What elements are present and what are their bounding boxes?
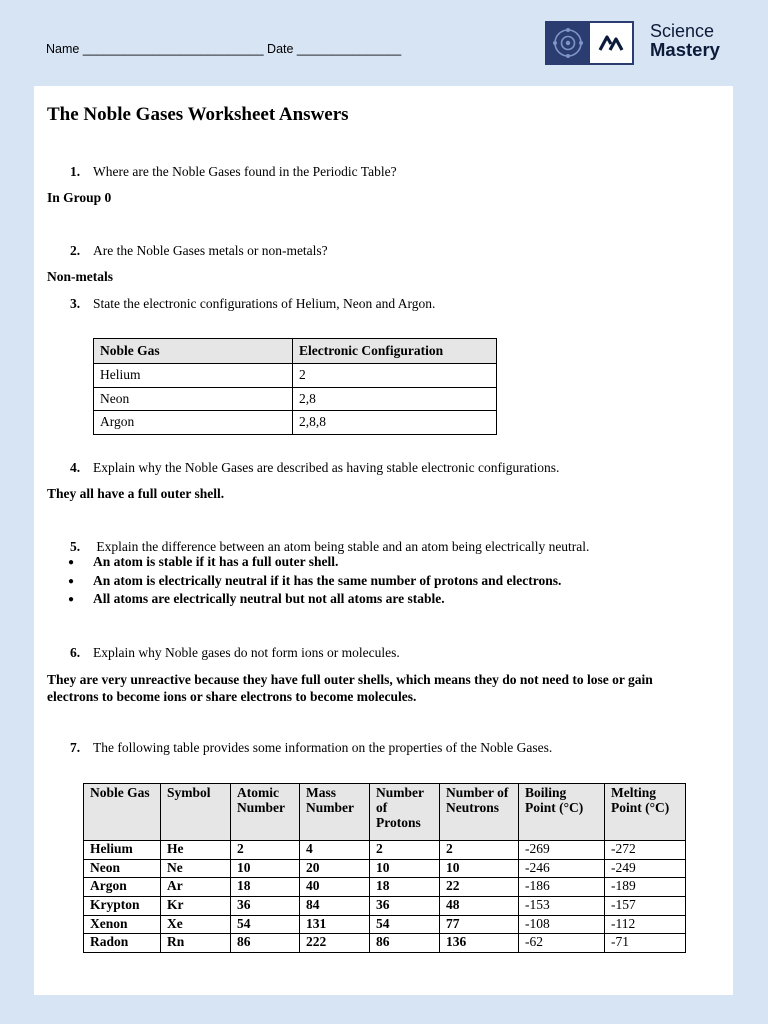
table-cell: Kr <box>161 897 231 916</box>
question-number: 5. <box>70 539 81 554</box>
table-cell: Rn <box>161 934 231 953</box>
list-item: ● An atom is electrically neutral if it has the same number of protons and electrons. <box>68 573 561 592</box>
question-text: Explain why Noble gases do not form ions or molecules. <box>93 645 400 660</box>
table-cell: 10 <box>440 859 519 878</box>
question-number: 3. <box>70 296 81 311</box>
question-text: State the electronic configurations of Helium, Neon and Argon. <box>93 296 436 311</box>
question-text: Explain why the Noble Gases are described as having stable electronic configurations. <box>93 460 560 475</box>
table-row <box>94 411 497 435</box>
header-cell: Number of Neutrons <box>440 784 519 841</box>
table-cell: -189 <box>605 878 686 897</box>
table-cell: 40 <box>300 878 370 897</box>
question-text: Explain the difference between an atom being stable and an atom being electrically neutral. <box>93 539 590 554</box>
table-cell: Ar <box>161 878 231 897</box>
table-cell: -108 <box>519 915 605 934</box>
question-6 <box>70 645 400 661</box>
header-cell: Symbol <box>161 784 231 841</box>
table-cell: 136 <box>440 934 519 953</box>
science-mastery-logo <box>545 21 634 65</box>
table-cell: Ne <box>161 859 231 878</box>
question-2 <box>70 243 328 259</box>
table-cell: 86 <box>231 934 300 953</box>
name-date-line: Name __________________________ Date _______________ <box>46 42 402 56</box>
table-cell: 54 <box>231 915 300 934</box>
question-text: Where are the Noble Gases found in the Periodic Table? <box>93 164 397 179</box>
table-cell: Xe <box>161 915 231 934</box>
table-cell: 10 <box>370 859 440 878</box>
page-title: The Noble Gases Worksheet Answers <box>47 104 349 125</box>
answer-2: Non-metals <box>47 269 113 284</box>
question-number: 7. <box>70 740 81 755</box>
header-cell: Noble Gas <box>94 339 293 364</box>
header-cell: Boiling Point (°C) <box>519 784 605 841</box>
question-7 <box>70 740 552 756</box>
table-cell: Xenon <box>84 915 161 934</box>
table-cell: 22 <box>440 878 519 897</box>
answer-5-bullets <box>68 554 561 610</box>
answer-4: They all have a full outer shell. <box>47 486 225 501</box>
table-row <box>84 934 686 953</box>
brand-top: Science <box>650 21 715 41</box>
table-row <box>94 364 497 388</box>
table-cell: -62 <box>519 934 605 953</box>
table-row <box>84 878 686 897</box>
table-cell: 2 <box>231 841 300 860</box>
table-cell: Radon <box>84 934 161 953</box>
table-cell: -249 <box>605 859 686 878</box>
table-cell: -71 <box>605 934 686 953</box>
table-row <box>84 897 686 916</box>
brand-bottom: Mastery <box>650 39 720 60</box>
question-3 <box>70 296 435 312</box>
table-cell: 77 <box>440 915 519 934</box>
table-cell: 36 <box>370 897 440 916</box>
table-cell: 86 <box>370 934 440 953</box>
table-cell: Argon <box>84 878 161 897</box>
table-cell: 10 <box>231 859 300 878</box>
question-number: 6. <box>70 645 81 660</box>
table-row <box>94 387 497 411</box>
header-cell: Number of Protons <box>370 784 440 841</box>
table-cell: 2,8,8 <box>293 411 497 435</box>
question-number: 1. <box>70 164 81 179</box>
table-cell: Helium <box>94 364 293 388</box>
table-header-row <box>84 784 686 841</box>
table-cell: -153 <box>519 897 605 916</box>
table-cell: Neon <box>84 859 161 878</box>
table-row <box>84 915 686 934</box>
answer-6: They are very unreactive because they have full outer shells, which means they do not need to lose or gain electrons to become ions or share electrons to become molecules. <box>47 672 653 704</box>
list-item: ● An atom is stable if it has a full outer shell. <box>68 554 561 573</box>
table-cell: 54 <box>370 915 440 934</box>
question-4 <box>70 460 559 476</box>
question-text: The following table provides some information on the properties of the Noble Gases. <box>93 740 553 755</box>
table-cell: -112 <box>605 915 686 934</box>
electronic-configuration-table <box>93 338 497 435</box>
table-cell: Krypton <box>84 897 161 916</box>
atom-icon <box>545 21 590 65</box>
table-cell: -272 <box>605 841 686 860</box>
brand-wordmark <box>650 22 720 60</box>
table-cell: 18 <box>370 878 440 897</box>
question-number: 2. <box>70 243 81 258</box>
table-cell: Helium <box>84 841 161 860</box>
mountain-icon <box>590 23 632 63</box>
table-cell: 36 <box>231 897 300 916</box>
table-cell: He <box>161 841 231 860</box>
table-row <box>84 859 686 878</box>
table-cell: Neon <box>94 387 293 411</box>
table-header-row <box>94 339 497 364</box>
header-cell: Mass Number <box>300 784 370 841</box>
table-cell: 2,8 <box>293 387 497 411</box>
header-cell: Noble Gas <box>84 784 161 841</box>
table-cell: 18 <box>231 878 300 897</box>
table-row <box>84 841 686 860</box>
question-text: Are the Noble Gases metals or non-metals? <box>93 243 328 258</box>
table-cell: 2 <box>293 364 497 388</box>
noble-gas-properties-table <box>83 783 686 953</box>
table-cell: 84 <box>300 897 370 916</box>
table-cell: 222 <box>300 934 370 953</box>
question-1 <box>70 164 397 180</box>
table-cell: 4 <box>300 841 370 860</box>
answer-1: In Group 0 <box>47 190 112 205</box>
table-cell: -186 <box>519 878 605 897</box>
list-item: ● All atoms are electrically neutral but not all atoms are stable. <box>68 591 561 610</box>
table-cell: 20 <box>300 859 370 878</box>
table-cell: -157 <box>605 897 686 916</box>
header-cell: Electronic Configuration <box>293 339 497 364</box>
table-cell: 2 <box>440 841 519 860</box>
question-number: 4. <box>70 460 81 475</box>
table-cell: Argon <box>94 411 293 435</box>
header-cell: Atomic Number <box>231 784 300 841</box>
table-cell: -269 <box>519 841 605 860</box>
table-cell: 48 <box>440 897 519 916</box>
table-cell: -246 <box>519 859 605 878</box>
table-cell: 2 <box>370 841 440 860</box>
question-5 <box>70 539 589 555</box>
header-cell: Melting Point (°C) <box>605 784 686 841</box>
table-cell: 131 <box>300 915 370 934</box>
